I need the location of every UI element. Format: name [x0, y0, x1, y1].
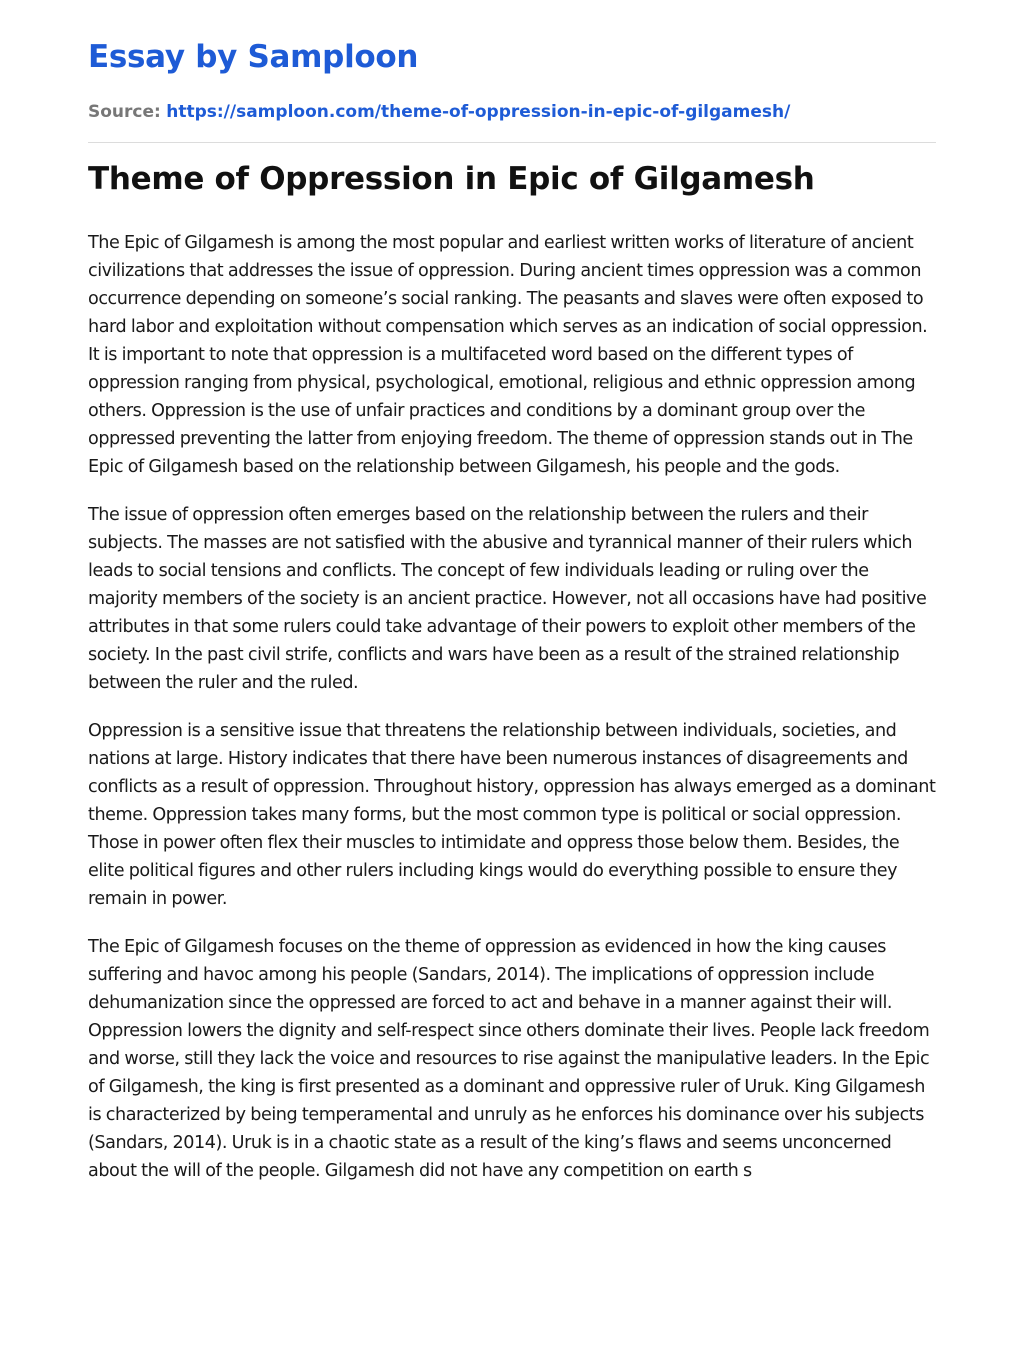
header-divider — [88, 142, 936, 143]
site-brand: Essay by Samploon — [88, 39, 419, 75]
essay-paragraph-4: The Epic of Gilgamesh focuses on the theme of oppression as evidenced in how the king causes suffering and havoc among his people (Sandars, 2014). The implications of oppression include dehumanization since the oppressed are forced to act and behave in a manner against their will. Oppression lowers the dignity and self-respect since others dominate their lives. People lack freedom and worse, still they lack the voice and resources to rise against the manipulative leaders. In the Epic of Gilgamesh, the king is first presented as a dominant and oppressive ruler of Uruk. King Gilgamesh is characterized by being temperamental and unruly as he enforces his dominance over his subjects (Sandars, 2014). Uruk is in a chaotic state as a result of the king’s flaws and seems unconcerned about the will of the people. Gilgamesh did not have any competition on earth s — [88, 937, 930, 1181]
essay-paragraph-3: Oppression is a sensitive issue that threatens the relationship between individuals, societies, and nations at large. History indicates that there have been numerous instances of disagreements and conflicts as a result of oppression. Throughout history, oppression has always emerged as a dominant theme. Oppression takes many forms, but the most common type is political or social oppression. Those in power often flex their muscles to intimidate and oppress those below them. Besides, the elite political figures and other rulers including kings would do everything possible to ensure they remain in power. — [88, 721, 936, 909]
essay-paragraph-1: The Epic of Gilgamesh is among the most popular and earliest written works of literature of ancient civilizations that addresses the issue of oppression. During ancient times oppression was a common occurrence depending on someone’s social ranking. The peasants and slaves were often exposed to hard labor and exploitation without compensation which serves as an indication of social oppression. It is important to note that oppression is a multifaceted word based on the different types of oppression ranging from physical, psychological, emotional, religious and ethnic oppression among others. Oppression is the use of unfair practices and conditions by a dominant group over the oppressed preventing the latter from enjoying freedom. The theme of oppression stands out in The Epic of Gilgamesh based on the relationship between Gilgamesh, his people and the gods. — [88, 233, 928, 477]
essay-title: Theme of Oppression in Epic of Gilgamesh — [88, 161, 815, 197]
essay-paragraph-2: The issue of oppression often emerges based on the relationship between the rulers and their subjects. The masses are not satisfied with the abusive and tyrannical manner of their rulers which leads to social tensions and conflicts. The concept of few individuals leading or ruling over the majority members of the society is an ancient practice. However, not all occasions have had positive attributes in that some rulers could take advantage of their powers to exploit other members of the society. In the past civil strife, conflicts and wars have been as a result of the strained relationship between the ruler and the ruled. — [88, 505, 927, 693]
source-label: Source: — [88, 102, 161, 122]
source-line — [88, 100, 936, 124]
essay-body — [88, 229, 936, 1185]
source-link[interactable]: https://samploon.com/theme-of-oppression-in-epic-of-gilgamesh/ — [166, 102, 791, 122]
